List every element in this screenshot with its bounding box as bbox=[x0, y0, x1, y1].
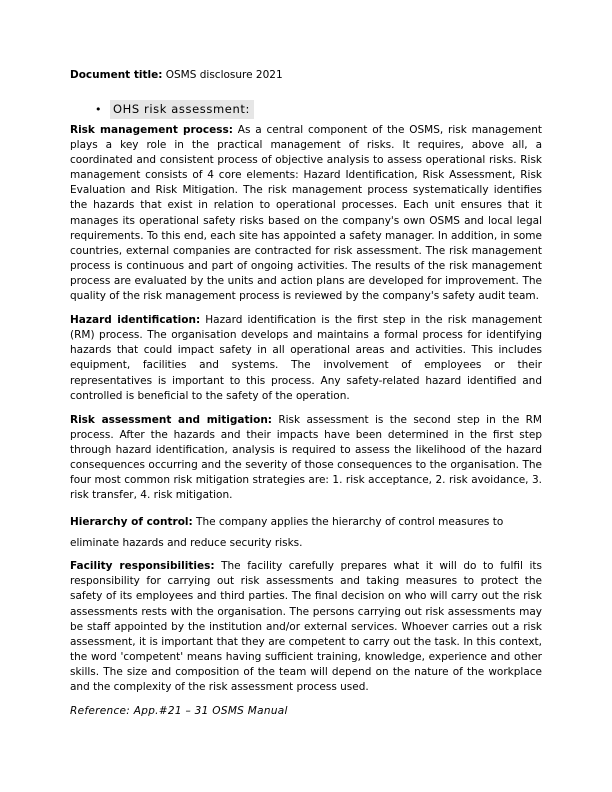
bullet-list bbox=[70, 100, 542, 119]
section-body-text: Risk assessment is the second step in the RM process. After the hazards and their impacts have been determined in the first step through hazard identification, analysis is required to assess the likelihood of the hazard consequences occurring and the severity of those consequences to the organisation. The four most common risk mitigation strategies are: 1. risk acceptance, 2. risk avoidance, 3. risk transfer, 4. risk mitigation. bbox=[70, 413, 542, 502]
document-title-value: OSMS disclosure 2021 bbox=[165, 69, 283, 81]
section-paragraph-hazard-identification bbox=[70, 313, 542, 404]
section-lead-label: Hazard identification: bbox=[70, 314, 201, 327]
section-lead-label: Risk assessment and mitigation: bbox=[70, 413, 272, 426]
highlighted-heading: OHS risk assessment: bbox=[110, 100, 254, 119]
section-body-text: As a central component of the OSMS, risk management plays a key role in the practical management of risks. It requires, above all, a coordinated and consistent process of objective analysis to assess operational risks. Risk management consists of 4 core elements: Hazard Identification, Risk Assessment, Risk Evaluation and Risk Mitigation. The risk management process systematically identifies the hazards that exist in relation to operational processes. Each unit ensures that it manages its operational safety risks based on the company's own OSMS and local legal requirements. To this end, each site has appointed a safety manager. In addition, in some countries, external companies are contracted for risk assessment. The risk management process is continuous and part of ongoing activities. The results of the risk management process are evaluated by the units and action plans are developed for improvement. The quality of the risk management process is reviewed by the company's safety audit team. bbox=[70, 124, 542, 303]
section-body-text: The company applies the hierarchy of control measures to eliminate hazards and reduce security risks. bbox=[70, 516, 504, 550]
section-body-text: Hazard identification is the first step in the risk management (RM) process. The organisation develops and maintains a formal process for identifying hazards that could impact safety in all operational areas and activities. This includes equipment, facilities and systems. The involvement of employees or their representatives is important to this process. Any safety-related hazard identified and controlled is beneficial to the safety of the operation. bbox=[70, 314, 543, 402]
section-lead-label: Hierarchy of control: bbox=[70, 516, 193, 529]
list-item bbox=[95, 100, 542, 119]
section-lead-label: Facility responsibilities: bbox=[70, 560, 215, 573]
document-title-label: Document title: bbox=[70, 69, 163, 81]
document-title-line bbox=[70, 60, 542, 83]
bullet-dot-icon: • bbox=[95, 103, 102, 116]
section-paragraph-hierarchy-of-control bbox=[70, 512, 542, 554]
section-paragraph-risk-assessment-and-mitigation bbox=[70, 413, 542, 504]
section-paragraph-risk-management-process bbox=[70, 123, 542, 304]
section-paragraph-facility-responsibilities bbox=[70, 559, 542, 695]
section-body-text: The facility carefully prepares what it will do to fulfil its responsibility for carrying out risk assessments and taking measures to protect the safety of its employees and third parties. The final decision on who will carry out the risk assessments rests with the organisation. The persons carrying out risk assessments may be staff appointed by the institution and/or external services. Whoever carries out a risk assessment, it is important that they are competent to carry out the task. In this context, the word 'competent' means having sufficient training, knowledge, experience and other skills. The size and composition of the team will depend on the nature of the workplace and the complexity of the risk assessment process used. bbox=[70, 560, 542, 693]
reference-line: Reference: App.#21 – 31 OSMS Manual bbox=[70, 705, 288, 718]
section-lead-label: Risk management process: bbox=[70, 124, 233, 136]
